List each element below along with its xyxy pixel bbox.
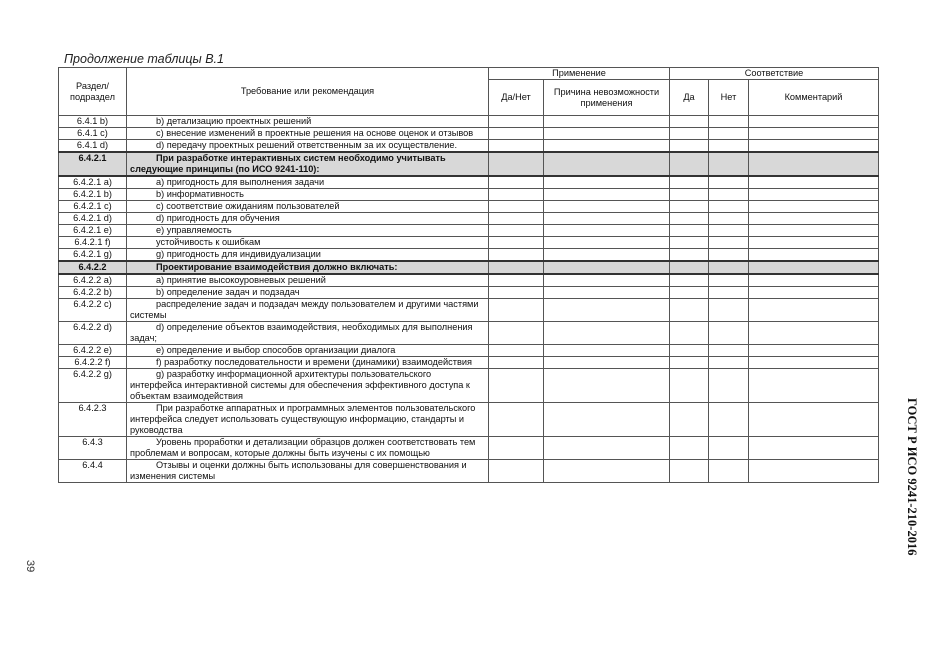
yes-cell[interactable] xyxy=(670,357,709,369)
reason-cell[interactable] xyxy=(544,152,670,176)
table-row xyxy=(59,249,879,262)
section-cell: 6.4.2.1 g) xyxy=(59,249,127,262)
reason-cell[interactable] xyxy=(544,437,670,460)
reason-cell[interactable] xyxy=(544,274,670,287)
section-cell: 6.4.2.1 c) xyxy=(59,201,127,213)
section-cell: 6.4.2.1 xyxy=(59,152,127,176)
reason-cell[interactable] xyxy=(544,116,670,128)
section-cell: 6.4.2.3 xyxy=(59,403,127,437)
comment-cell[interactable] xyxy=(749,201,879,213)
yes-cell[interactable] xyxy=(670,128,709,140)
comment-cell[interactable] xyxy=(749,213,879,225)
requirements-table-wrapper xyxy=(58,67,878,483)
yes-cell[interactable] xyxy=(670,176,709,189)
yes-no-cell[interactable] xyxy=(489,189,544,201)
table-body xyxy=(59,116,879,483)
requirement-cell: При разработке интерактивных систем необходимо учитывать следующие принципы (по ИСО 9241-110): xyxy=(127,152,489,176)
comment-cell[interactable] xyxy=(749,225,879,237)
yes-no-cell[interactable] xyxy=(489,403,544,437)
comment-cell[interactable] xyxy=(749,249,879,262)
requirements-table xyxy=(58,67,879,483)
yes-no-cell[interactable] xyxy=(489,287,544,299)
requirement-cell: Уровень проработки и детализации образцов должен соответствовать тем проблемам и вопросам, которые должны быть изучены с их помощью xyxy=(127,437,489,460)
table-row xyxy=(59,140,879,153)
reason-cell[interactable] xyxy=(544,176,670,189)
requirement-cell: e) управляемость xyxy=(127,225,489,237)
requirement-cell: g) разработку информационной архитектуры пользовательского интерфейса интерактивной системы для обеспечения эффективного доступа к объектам взаимодействия xyxy=(127,369,489,403)
no-cell[interactable] xyxy=(709,287,749,299)
yes-cell[interactable] xyxy=(670,274,709,287)
yes-no-cell[interactable] xyxy=(489,249,544,262)
comment-cell[interactable] xyxy=(749,237,879,249)
no-cell[interactable] xyxy=(709,225,749,237)
comment-cell[interactable] xyxy=(749,274,879,287)
requirement-cell: b) определение задач и подзадач xyxy=(127,287,489,299)
table-row xyxy=(59,345,879,357)
table-row xyxy=(59,287,879,299)
page-number: 39 xyxy=(24,560,36,573)
section-cell: 6.4.2.1 d) xyxy=(59,213,127,225)
yes-cell[interactable] xyxy=(670,201,709,213)
section-cell: 6.4.1 c) xyxy=(59,128,127,140)
requirement-cell: c) внесение изменений в проектные решения на основе оценок и отзывов xyxy=(127,128,489,140)
header-no: Нет xyxy=(709,80,749,116)
header-yes-no: Да/Нет xyxy=(489,80,544,116)
no-cell[interactable] xyxy=(709,322,749,345)
comment-cell[interactable] xyxy=(749,261,879,274)
table-row xyxy=(59,274,879,287)
section-cell: 6.4.2.2 b) xyxy=(59,287,127,299)
requirement-cell: При разработке аппаратных и программных элементов пользовательского интерфейса следует использовать существующую информацию, стандарты и руководства xyxy=(127,403,489,437)
comment-cell[interactable] xyxy=(749,322,879,345)
yes-cell[interactable] xyxy=(670,261,709,274)
yes-no-cell[interactable] xyxy=(489,152,544,176)
table-row xyxy=(59,128,879,140)
yes-cell[interactable] xyxy=(670,369,709,403)
comment-cell[interactable] xyxy=(749,403,879,437)
section-cell: 6.4.2.2 f) xyxy=(59,357,127,369)
comment-cell[interactable] xyxy=(749,299,879,322)
yes-cell[interactable] xyxy=(670,299,709,322)
section-cell: 6.4.4 xyxy=(59,460,127,483)
table-row xyxy=(59,357,879,369)
no-cell[interactable] xyxy=(709,345,749,357)
comment-cell[interactable] xyxy=(749,116,879,128)
section-cell: 6.4.2.1 f) xyxy=(59,237,127,249)
requirement-cell: b) детализацию проектных решений xyxy=(127,116,489,128)
table-row xyxy=(59,201,879,213)
requirement-cell: Проектирование взаимодействия должно включать: xyxy=(127,261,489,274)
no-cell[interactable] xyxy=(709,369,749,403)
comment-cell[interactable] xyxy=(749,460,879,483)
table-caption: Продолжение таблицы В.1 xyxy=(64,52,224,66)
yes-no-cell[interactable] xyxy=(489,201,544,213)
yes-no-cell[interactable] xyxy=(489,261,544,274)
yes-cell[interactable] xyxy=(670,189,709,201)
no-cell[interactable] xyxy=(709,116,749,128)
requirement-cell: b) информативность xyxy=(127,189,489,201)
table-row xyxy=(59,237,879,249)
reason-cell[interactable] xyxy=(544,225,670,237)
yes-no-cell[interactable] xyxy=(489,176,544,189)
yes-cell[interactable] xyxy=(670,140,709,153)
no-cell[interactable] xyxy=(709,189,749,201)
reason-cell[interactable] xyxy=(544,237,670,249)
yes-no-cell[interactable] xyxy=(489,345,544,357)
requirement-cell: e) определение и выбор способов организации диалога xyxy=(127,345,489,357)
requirement-cell: Отзывы и оценки должны быть использованы для совершенствования и изменения системы xyxy=(127,460,489,483)
yes-no-cell[interactable] xyxy=(489,140,544,153)
yes-cell[interactable] xyxy=(670,249,709,262)
group-row xyxy=(59,261,879,274)
yes-no-cell[interactable] xyxy=(489,369,544,403)
table-row xyxy=(59,213,879,225)
yes-no-cell[interactable] xyxy=(489,274,544,287)
section-cell: 6.4.2.1 b) xyxy=(59,189,127,201)
table-row xyxy=(59,460,879,483)
yes-cell[interactable] xyxy=(670,152,709,176)
no-cell[interactable] xyxy=(709,299,749,322)
comment-cell[interactable] xyxy=(749,128,879,140)
comment-cell[interactable] xyxy=(749,437,879,460)
reason-cell[interactable] xyxy=(544,189,670,201)
no-cell[interactable] xyxy=(709,460,749,483)
requirement-cell: g) пригодность для индивидуализации xyxy=(127,249,489,262)
header-conformity: Соответствие xyxy=(670,68,879,80)
yes-no-cell[interactable] xyxy=(489,299,544,322)
comment-cell[interactable] xyxy=(749,287,879,299)
yes-cell[interactable] xyxy=(670,437,709,460)
section-cell: 6.4.3 xyxy=(59,437,127,460)
yes-cell[interactable] xyxy=(670,237,709,249)
table-row xyxy=(59,176,879,189)
requirement-cell: c) соответствие ожиданиям пользователей xyxy=(127,201,489,213)
no-cell[interactable] xyxy=(709,140,749,153)
no-cell[interactable] xyxy=(709,274,749,287)
reason-cell[interactable] xyxy=(544,213,670,225)
reason-cell[interactable] xyxy=(544,287,670,299)
no-cell[interactable] xyxy=(709,249,749,262)
yes-no-cell[interactable] xyxy=(489,322,544,345)
no-cell[interactable] xyxy=(709,437,749,460)
requirement-cell: d) передачу проектных решений ответственным за их осуществление. xyxy=(127,140,489,153)
requirement-cell: f) разработку последовательности и времени (динамики) взаимодействия xyxy=(127,357,489,369)
comment-cell[interactable] xyxy=(749,345,879,357)
section-cell: 6.4.2.2 a) xyxy=(59,274,127,287)
requirement-cell: распределение задач и подзадач между пользователем и другими частями системы xyxy=(127,299,489,322)
reason-cell[interactable] xyxy=(544,249,670,262)
reason-cell[interactable] xyxy=(544,322,670,345)
section-cell: 6.4.2.2 g) xyxy=(59,369,127,403)
table-row xyxy=(59,116,879,128)
reason-cell[interactable] xyxy=(544,299,670,322)
reason-cell[interactable] xyxy=(544,369,670,403)
yes-no-cell[interactable] xyxy=(489,128,544,140)
table-row xyxy=(59,369,879,403)
group-row xyxy=(59,152,879,176)
requirement-cell: d) определение объектов взаимодействия, необходимых для выполнения задач; xyxy=(127,322,489,345)
section-cell: 6.4.1 d) xyxy=(59,140,127,153)
section-cell: 6.4.2.2 xyxy=(59,261,127,274)
side-standard-title: ГОСТ Р ИСО 9241-210-2016 xyxy=(905,398,919,556)
no-cell[interactable] xyxy=(709,176,749,189)
section-cell: 6.4.1 b) xyxy=(59,116,127,128)
section-cell: 6.4.2.2 d) xyxy=(59,322,127,345)
section-cell: 6.4.2.1 e) xyxy=(59,225,127,237)
no-cell[interactable] xyxy=(709,213,749,225)
header-reason: Причина невозможности применения xyxy=(544,80,670,116)
table-row xyxy=(59,322,879,345)
requirement-cell: a) пригодность для выполнения задачи xyxy=(127,176,489,189)
no-cell[interactable] xyxy=(709,357,749,369)
requirement-cell: d) пригодность для обучения xyxy=(127,213,489,225)
table-row xyxy=(59,403,879,437)
no-cell[interactable] xyxy=(709,152,749,176)
section-cell: 6.4.2.1 a) xyxy=(59,176,127,189)
yes-no-cell[interactable] xyxy=(489,437,544,460)
yes-cell[interactable] xyxy=(670,287,709,299)
requirement-cell: a) принятие высокоуровневых решений xyxy=(127,274,489,287)
table-row xyxy=(59,299,879,322)
header-yes: Да xyxy=(670,80,709,116)
comment-cell[interactable] xyxy=(749,357,879,369)
table-row xyxy=(59,437,879,460)
no-cell[interactable] xyxy=(709,128,749,140)
section-cell: 6.4.2.2 e) xyxy=(59,345,127,357)
yes-cell[interactable] xyxy=(670,213,709,225)
table-row xyxy=(59,189,879,201)
header-application: Применение xyxy=(489,68,670,80)
reason-cell[interactable] xyxy=(544,261,670,274)
yes-cell[interactable] xyxy=(670,345,709,357)
yes-no-cell[interactable] xyxy=(489,357,544,369)
yes-cell[interactable] xyxy=(670,460,709,483)
yes-cell[interactable] xyxy=(670,322,709,345)
reason-cell[interactable] xyxy=(544,403,670,437)
no-cell[interactable] xyxy=(709,403,749,437)
comment-cell[interactable] xyxy=(749,152,879,176)
reason-cell[interactable] xyxy=(544,140,670,153)
yes-no-cell[interactable] xyxy=(489,225,544,237)
reason-cell[interactable] xyxy=(544,128,670,140)
yes-no-cell[interactable] xyxy=(489,213,544,225)
header-requirement: Требование или рекомендация xyxy=(127,68,489,116)
yes-no-cell[interactable] xyxy=(489,460,544,483)
yes-no-cell[interactable] xyxy=(489,116,544,128)
yes-cell[interactable] xyxy=(670,116,709,128)
no-cell[interactable] xyxy=(709,237,749,249)
reason-cell[interactable] xyxy=(544,201,670,213)
header-section: Раздел/ подраздел xyxy=(59,68,127,116)
reason-cell[interactable] xyxy=(544,460,670,483)
yes-cell[interactable] xyxy=(670,403,709,437)
no-cell[interactable] xyxy=(709,261,749,274)
no-cell[interactable] xyxy=(709,201,749,213)
reason-cell[interactable] xyxy=(544,357,670,369)
section-cell: 6.4.2.2 c) xyxy=(59,299,127,322)
reason-cell[interactable] xyxy=(544,345,670,357)
comment-cell[interactable] xyxy=(749,176,879,189)
yes-no-cell[interactable] xyxy=(489,237,544,249)
comment-cell[interactable] xyxy=(749,369,879,403)
requirement-cell: устойчивость к ошибкам xyxy=(127,237,489,249)
yes-cell[interactable] xyxy=(670,225,709,237)
table-row xyxy=(59,225,879,237)
comment-cell[interactable] xyxy=(749,189,879,201)
header-comment: Комментарий xyxy=(749,80,879,116)
comment-cell[interactable] xyxy=(749,140,879,153)
